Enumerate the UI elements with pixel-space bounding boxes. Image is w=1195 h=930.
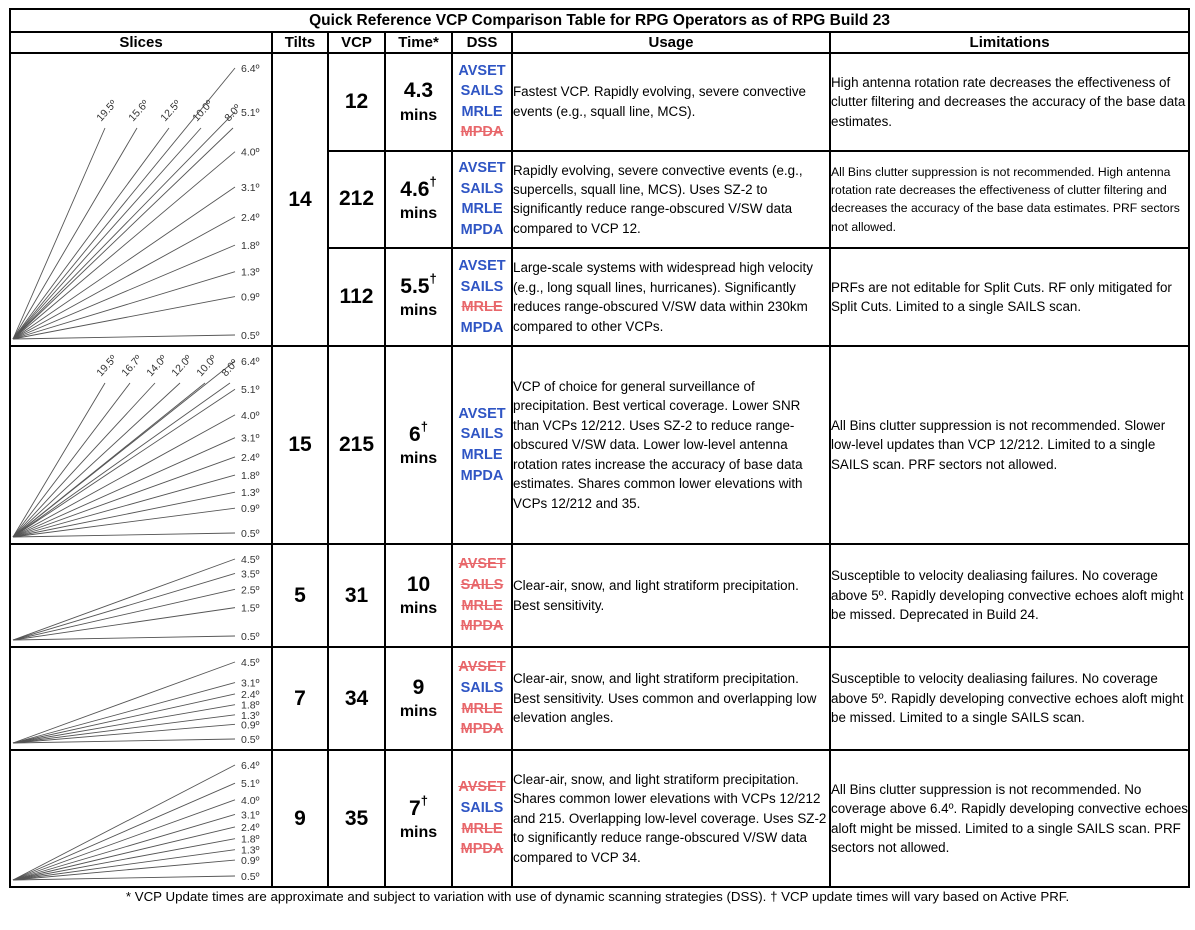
slice-angle-label: 8.0º <box>219 357 241 380</box>
dss-cell <box>452 53 512 151</box>
slice-angle-label: 19.5º <box>94 352 120 380</box>
tilts-cell: 14 <box>272 53 328 346</box>
update-time-unit: mins <box>399 600 438 618</box>
dss-sails-enabled: SAILS <box>460 426 504 443</box>
slice-line <box>13 383 105 537</box>
dss-mpda-disabled: MPDA <box>460 841 504 858</box>
update-time-value <box>386 79 451 102</box>
update-time-unit: mins <box>399 204 438 222</box>
slice-angle-label: 0.5º <box>241 734 260 746</box>
elevation-slices-diagram <box>11 751 269 886</box>
limitations-text: Susceptible to velocity dealiasing failures. No coverage above 5º. Rapidly developing convective echoes aloft might be missed. Deprecated in Build 24. <box>830 544 1189 647</box>
dss-mpda-enabled: MPDA <box>460 222 504 239</box>
vcp-number: 34 <box>328 647 385 750</box>
update-time-number: 7 <box>409 796 421 820</box>
dss-avset-disabled: AVSET <box>458 659 506 676</box>
slice-line <box>13 705 235 743</box>
slices-cell <box>10 544 272 647</box>
limitations-text: All Bins clutter suppression is not recommended. High antenna rotation rate decreases the effectiveness of clutter filtering and decreases the accuracy of the base data estimates. PRF sectors not allowed. <box>830 151 1189 249</box>
tilts-cell: 9 <box>272 750 328 887</box>
update-time-number: 9 <box>412 676 425 700</box>
dagger-mark: † <box>429 173 437 189</box>
tilts-cell: 7 <box>272 647 328 750</box>
slice-line <box>13 245 235 339</box>
update-time-unit: mins <box>399 823 438 841</box>
slice-line <box>13 217 235 339</box>
slice-line <box>13 694 235 743</box>
dagger-mark: † <box>420 792 428 808</box>
slice-angle-label: 3.1º <box>241 809 260 822</box>
slice-line <box>13 608 235 640</box>
usage-text: Clear-air, snow, and light stratiform precipitation. Best sensitivity. <box>512 544 830 647</box>
update-time-cell <box>385 346 452 544</box>
slice-angle-label: 5.1º <box>241 778 260 791</box>
limitations-text: Susceptible to velocity dealiasing failures. No coverage above 5º. Rapidly developing convective echoes aloft might be missed. Limited to a single SAILS scan. <box>830 647 1189 750</box>
usage-text: Clear-air, snow, and light stratiform precipitation. Best sensitivity. Uses common and overlapping low elevation angles. <box>512 647 830 750</box>
update-time-number: 5.5 <box>400 275 430 299</box>
update-time-cell <box>385 53 452 151</box>
limitations-text: PRFs are not editable for Split Cuts. RF only mitigated for Split Cuts. Limited to a single SAILS scan. <box>830 248 1189 346</box>
slice-line <box>13 636 235 640</box>
header-time: Time* <box>385 32 452 53</box>
slice-line <box>13 533 235 537</box>
slice-line <box>13 297 235 339</box>
slice-line <box>13 800 235 880</box>
dss-cell <box>452 647 512 750</box>
footnote: * VCP Update times are approximate and subject to variation with use of dynamic scanning strategies (DSS). † VCP update times will vary based on Active PRF. <box>125 889 1070 904</box>
slice-angle-label: 15.6º <box>126 97 152 125</box>
tilts-cell: 15 <box>272 346 328 544</box>
vcp-number: 212 <box>328 151 385 249</box>
slice-line <box>13 383 205 537</box>
slice-line <box>13 715 235 743</box>
update-time-unit: mins <box>399 450 438 468</box>
update-time-unit: mins <box>399 302 438 320</box>
header-usage: Usage <box>512 32 830 53</box>
slice-angle-label: 19.5º <box>94 97 120 125</box>
slices-cell <box>10 346 272 544</box>
slice-line <box>13 152 235 339</box>
dss-sails-enabled: SAILS <box>460 679 504 696</box>
vcp-number: 215 <box>328 346 385 544</box>
slice-angle-label: 4.0º <box>241 146 260 159</box>
update-time-number: 6 <box>409 423 421 447</box>
dss-sails-enabled: SAILS <box>460 180 504 197</box>
dss-mrle-disabled: MRLE <box>461 700 503 717</box>
header-row <box>10 32 1189 53</box>
slice-angle-label: 4.0º <box>241 794 260 807</box>
header-vcp: VCP <box>328 32 385 53</box>
dss-avset-enabled: AVSET <box>458 62 506 79</box>
table-title: Quick Reference VCP Comparison Table for RPG Operators as of RPG Build 23 <box>10 9 1189 32</box>
dss-avset-enabled: AVSET <box>458 258 506 274</box>
slice-angle-label: 5.1º <box>241 106 260 119</box>
usage-text: VCP of choice for general surveillance of precipitation. Best vertical coverage. Lower SNR than VCPs 12/212. Uses SZ-2 to reduce range-obscured V/SW data. Lower low-level antenna rotation rates increase the accuracy of base data estimates. Shares common lower elevations with VCPs 12/212 and 35. <box>512 346 830 544</box>
limitations-text: High antenna rotation rate decreases the effectiveness of clutter filtering and decreases the accuracy of the base data estimates. <box>830 53 1189 151</box>
slice-line <box>13 839 235 880</box>
slice-angle-label: 1.3º <box>241 709 260 722</box>
slice-line <box>13 739 235 743</box>
slice-angle-label: 0.9º <box>241 503 260 516</box>
update-time-value <box>386 419 451 447</box>
slice-angle-label: 3.1º <box>241 181 260 194</box>
vcp-row <box>10 544 1189 647</box>
dss-mpda-disabled: MPDA <box>460 124 504 141</box>
slice-line <box>13 827 235 880</box>
slice-angle-label: 0.9º <box>241 719 260 732</box>
slice-angle-label: 4.5º <box>241 657 260 669</box>
slice-angle-label: 5.1º <box>241 384 260 397</box>
dss-mrle-disabled: MRLE <box>461 299 503 316</box>
slice-line <box>13 573 235 640</box>
dss-sails-disabled: SAILS <box>460 576 504 593</box>
slice-angle-label: 1.8º <box>241 699 260 712</box>
dss-mrle-enabled: MRLE <box>461 103 503 120</box>
header-slices: Slices <box>10 32 272 53</box>
slice-line <box>13 508 235 537</box>
slice-angle-label: 1.8º <box>241 833 260 846</box>
vcp-number: 112 <box>328 248 385 346</box>
slice-angle-label: 10.0º <box>194 352 220 380</box>
limitations-text: All Bins clutter suppression is not recommended. No coverage above 6.4º. Rapidly developing convective echoes aloft might be missed. Limited to a single SAILS scan. PRF sectors not allowed. <box>830 750 1189 887</box>
slice-angle-label: 2.5º <box>241 584 260 597</box>
slice-angle-label: 0.5º <box>241 528 260 540</box>
slice-line <box>13 415 235 537</box>
slice-angle-label: 8.0º <box>222 102 244 125</box>
vcp-row <box>10 346 1189 544</box>
elevation-slices-diagram <box>11 54 269 345</box>
update-time-number: 10 <box>406 573 431 597</box>
vcp-row <box>10 647 1189 750</box>
slice-angle-label: 1.3º <box>241 266 260 279</box>
slice-angle-label: 3.1º <box>241 677 260 690</box>
vcp-row <box>10 53 1189 151</box>
update-time-unit: mins <box>399 106 438 124</box>
update-time-value <box>386 792 451 820</box>
update-time-cell <box>385 151 452 249</box>
slice-angle-label: 3.5º <box>241 568 260 581</box>
dss-sails-enabled: SAILS <box>460 278 504 295</box>
slice-angle-label: 3.1º <box>241 432 260 445</box>
update-time-value <box>386 271 451 299</box>
dss-avset-disabled: AVSET <box>458 556 506 573</box>
dss-avset-enabled: AVSET <box>458 405 506 422</box>
slice-line <box>13 850 235 880</box>
slice-angle-label: 0.9º <box>241 855 260 868</box>
slice-line <box>13 383 230 537</box>
slices-cell <box>10 647 272 750</box>
dss-mpda-disabled: MPDA <box>460 618 504 635</box>
dagger-mark: † <box>420 419 428 435</box>
header-limitations: Limitations <box>830 32 1189 53</box>
slice-angle-label: 6.4º <box>241 356 260 368</box>
vcp-comparison-table <box>9 8 1190 888</box>
slice-angle-label: 14.0º <box>144 352 170 380</box>
slice-angle-label: 1.3º <box>241 487 260 500</box>
dss-sails-enabled: SAILS <box>460 799 504 816</box>
usage-text: Rapidly evolving, severe convective events (e.g., supercells, squall line, MCS). Uses SZ-2 to significantly reduce range-obscured V/SW data compared to VCP 12. <box>512 151 830 249</box>
dss-cell <box>452 544 512 647</box>
update-time-number: 4.6 <box>400 177 430 201</box>
slice-angle-label: 6.4º <box>241 63 260 75</box>
header-dss: DSS <box>452 32 512 53</box>
update-time-unit: mins <box>399 703 438 721</box>
slice-angle-label: 10.0º <box>190 97 216 125</box>
slice-angle-label: 1.8º <box>241 470 260 483</box>
slice-line <box>13 335 235 339</box>
slice-angle-label: 0.5º <box>241 631 260 643</box>
slice-line <box>13 589 235 640</box>
slice-line <box>13 383 130 537</box>
usage-text: Clear-air, snow, and light stratiform precipitation. Shares common lower elevations with VCPs 12/212 and 215. Overlapping low-level coverage. Uses SZ-2 to significantly reduce range-obscured V/SW data compared to VCP 34. <box>512 750 830 887</box>
dss-mrle-disabled: MRLE <box>461 597 503 614</box>
slice-angle-label: 4.0º <box>241 409 260 422</box>
slice-line <box>13 457 235 537</box>
slice-angle-label: 0.9º <box>241 291 260 304</box>
dss-mrle-enabled: MRLE <box>461 447 503 463</box>
slice-angle-label: 0.5º <box>241 330 260 342</box>
slice-angle-label: 1.3º <box>241 844 260 857</box>
dagger-mark: † <box>429 271 437 287</box>
vcp-number: 35 <box>328 750 385 887</box>
update-time-value <box>386 676 451 699</box>
slice-line <box>13 383 155 537</box>
slice-angle-label: 2.4º <box>241 451 260 464</box>
slice-line <box>13 559 235 640</box>
dss-mpda-enabled: MPDA <box>460 467 504 484</box>
slice-line <box>13 128 233 339</box>
slice-angle-label: 12.0º <box>169 352 195 380</box>
update-time-value <box>386 173 451 201</box>
slice-angle-label: 16.7º <box>119 352 145 380</box>
slice-angle-label: 4.5º <box>241 554 260 566</box>
dss-avset-enabled: AVSET <box>458 160 506 177</box>
slices-cell <box>10 53 272 346</box>
slice-line <box>13 783 235 880</box>
dss-mpda-disabled: MPDA <box>460 721 504 738</box>
slice-angle-label: 0.5º <box>241 871 260 883</box>
dss-cell <box>452 750 512 887</box>
slice-line <box>13 438 235 537</box>
slice-angle-label: 6.4º <box>241 760 260 772</box>
vcp-number: 12 <box>328 53 385 151</box>
header-tilts: Tilts <box>272 32 328 53</box>
limitations-text: All Bins clutter suppression is not recommended. Slower low-level updates than VCP 12/212. Limited to a single SAILS scan. PRF sectors not allowed. <box>830 346 1189 544</box>
update-time-number: 4.3 <box>403 79 434 103</box>
dss-mrle-disabled: MRLE <box>461 820 503 837</box>
usage-text: Large-scale systems with widespread high velocity (e.g., long squall lines, hurricanes). Significantly reduces range-obscured V/SW data within 230km compared to other VCPs. <box>512 248 830 346</box>
dss-cell <box>452 248 512 346</box>
slice-angle-label: 1.5º <box>241 602 260 615</box>
update-time-cell <box>385 750 452 887</box>
slices-cell <box>10 750 272 887</box>
update-time-cell <box>385 647 452 750</box>
update-time-cell <box>385 544 452 647</box>
dss-sails-enabled: SAILS <box>460 83 504 100</box>
elevation-slices-diagram <box>11 648 269 749</box>
slice-line <box>13 128 201 339</box>
tilts-cell: 5 <box>272 544 328 647</box>
vcp-row <box>10 750 1189 887</box>
slice-angle-label: 12.5º <box>158 97 184 125</box>
slice-line <box>13 662 235 743</box>
dss-cell <box>452 151 512 249</box>
update-time-cell <box>385 248 452 346</box>
vcp-comparison-table-container <box>9 8 1188 888</box>
dss-mpda-enabled: MPDA <box>460 319 504 336</box>
dss-cell <box>452 346 512 544</box>
dss-avset-disabled: AVSET <box>458 779 506 796</box>
usage-text: Fastest VCP. Rapidly evolving, severe convective events (e.g., squall line, MCS). <box>512 53 830 151</box>
elevation-slices-diagram <box>11 545 269 646</box>
elevation-slices-diagram <box>11 347 269 543</box>
update-time-value <box>386 573 451 596</box>
dss-mrle-enabled: MRLE <box>461 201 503 218</box>
vcp-number: 31 <box>328 544 385 647</box>
slice-angle-label: 1.8º <box>241 240 260 253</box>
slice-angle-label: 2.4º <box>241 211 260 224</box>
slice-angle-label: 2.4º <box>241 688 260 701</box>
slice-angle-label: 2.4º <box>241 821 260 834</box>
